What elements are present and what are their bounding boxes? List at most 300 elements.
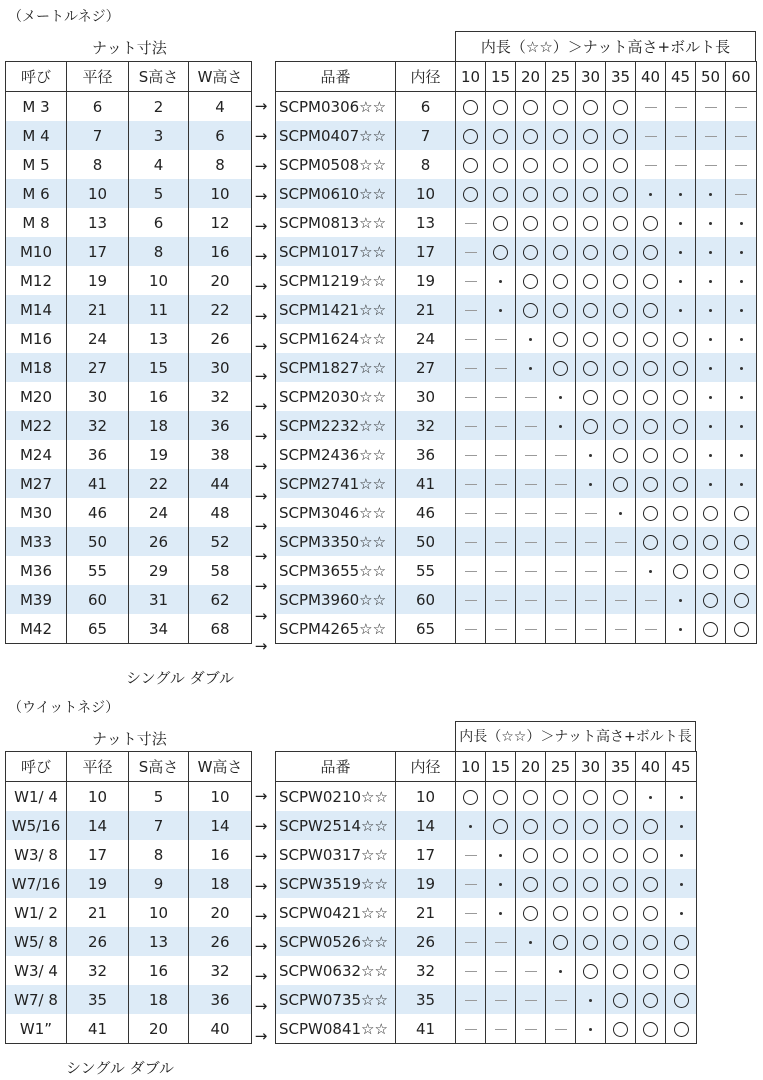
availability-cell (486, 811, 516, 840)
cell-flat: 13 (67, 208, 129, 237)
cell-size: W7/16 (6, 869, 67, 898)
available-circle-icon (613, 906, 628, 921)
cell-bore: 7 (396, 121, 456, 150)
length-header: 20 (516, 62, 546, 92)
availability-cell (696, 92, 726, 122)
dash-icon (585, 571, 597, 572)
cell-w: 26 (189, 927, 252, 956)
cell-size: M 3 (6, 92, 67, 122)
availability-cell (576, 927, 606, 956)
availability-cell (636, 382, 666, 411)
arrow-icon: → (254, 637, 268, 655)
availability-cell (576, 237, 606, 266)
dash-icon (645, 107, 657, 108)
available-circle-icon (523, 187, 538, 202)
table-row (276, 440, 757, 469)
cell-part-number: SCPM0306☆☆ (276, 92, 396, 122)
dot-icon (709, 483, 712, 486)
availability-cell (546, 411, 576, 440)
cell-size: M39 (6, 585, 67, 614)
cell-bore: 30 (396, 382, 456, 411)
available-circle-icon (583, 158, 598, 173)
availability-cell (606, 927, 636, 956)
availability-cell (696, 527, 726, 556)
column-header: 呼び (6, 752, 67, 782)
cell-part-number: SCPW0317☆☆ (276, 840, 396, 869)
available-circle-icon (703, 506, 718, 521)
cell-s: 9 (129, 869, 189, 898)
cell-s: 16 (129, 956, 189, 985)
arrow-icon: → (254, 187, 268, 205)
availability-cell (486, 469, 516, 498)
dot-icon (680, 912, 683, 915)
table-row (276, 927, 697, 956)
available-circle-icon (613, 332, 628, 347)
cell-bore: 19 (396, 869, 456, 898)
availability-cell (546, 927, 576, 956)
available-circle-icon (643, 877, 658, 892)
availability-cell (576, 179, 606, 208)
available-circle-icon (523, 790, 538, 805)
dash-icon (525, 629, 537, 630)
length-header: 15 (486, 752, 516, 782)
availability-cell (576, 266, 606, 295)
available-circle-icon (523, 158, 538, 173)
cell-size: M12 (6, 266, 67, 295)
available-circle-icon (523, 877, 538, 892)
cell-bore: 24 (396, 324, 456, 353)
availability-cell (516, 208, 546, 237)
available-circle-icon (523, 303, 538, 318)
cell-s: 24 (129, 498, 189, 527)
cell-w: 16 (189, 237, 252, 266)
availability-cell (636, 324, 666, 353)
dot-icon (709, 425, 712, 428)
cell-size: M20 (6, 382, 67, 411)
length-header: 10 (456, 752, 486, 782)
length-header: 45 (666, 62, 696, 92)
dot-icon (709, 193, 712, 196)
table-row (6, 179, 252, 208)
available-circle-icon (613, 129, 628, 144)
cell-w: 36 (189, 411, 252, 440)
table-row (276, 353, 757, 382)
available-circle-icon (583, 100, 598, 115)
available-circle-icon (674, 935, 689, 950)
cell-part-number: SCPW0421☆☆ (276, 898, 396, 927)
cell-bore: 10 (396, 782, 456, 812)
dash-icon (465, 252, 477, 253)
dash-icon (465, 484, 477, 485)
availability-cell (456, 869, 486, 898)
table-row (6, 353, 252, 382)
availability-cell (486, 295, 516, 324)
available-circle-icon (493, 158, 508, 173)
dot-icon (469, 825, 472, 828)
cell-flat: 41 (67, 1014, 129, 1044)
availability-cell (516, 92, 546, 122)
cell-s: 16 (129, 382, 189, 411)
availability-cell (546, 898, 576, 927)
dash-icon (495, 513, 507, 514)
header-row (6, 752, 252, 782)
availability-cell (666, 811, 697, 840)
dash-icon (705, 165, 717, 166)
available-circle-icon (643, 848, 658, 863)
cell-s: 10 (129, 266, 189, 295)
available-circle-icon (553, 158, 568, 173)
availability-cell (606, 353, 636, 382)
dash-icon (465, 913, 477, 914)
dash-icon (495, 629, 507, 630)
available-circle-icon (583, 390, 598, 405)
cell-bore: 8 (396, 150, 456, 179)
availability-cell (696, 556, 726, 585)
table-row (276, 121, 757, 150)
availability-cell (606, 150, 636, 179)
availability-cell (726, 179, 757, 208)
dot-icon (619, 512, 622, 515)
cell-w: 68 (189, 614, 252, 644)
dot-icon (589, 999, 592, 1002)
length-header: 30 (576, 62, 606, 92)
table-row (6, 266, 252, 295)
dot-icon (740, 367, 743, 370)
cell-bore: 41 (396, 469, 456, 498)
table-row (276, 411, 757, 440)
cell-bore: 19 (396, 266, 456, 295)
cell-part-number: SCPM3960☆☆ (276, 585, 396, 614)
arrow-icon: → (254, 847, 268, 865)
dash-icon (615, 629, 627, 630)
cell-bore: 35 (396, 985, 456, 1014)
cell-bore: 21 (396, 898, 456, 927)
cell-flat: 30 (67, 382, 129, 411)
availability-cell (576, 527, 606, 556)
dot-icon (529, 941, 532, 944)
cell-bore: 13 (396, 208, 456, 237)
cell-size: M14 (6, 295, 67, 324)
cell-w: 10 (189, 179, 252, 208)
arrow-icon: → (254, 397, 268, 415)
availability-cell (726, 353, 757, 382)
availability-cell (516, 927, 546, 956)
cell-part-number: SCPM3046☆☆ (276, 498, 396, 527)
section-caption: （ウイットネジ） (8, 700, 120, 716)
availability-cell (666, 614, 696, 644)
dash-icon (465, 884, 477, 885)
dash-icon (525, 426, 537, 427)
section-caption: （メートルネジ） (8, 9, 120, 25)
table-row (276, 237, 757, 266)
availability-cell (696, 121, 726, 150)
column-header: W高さ (189, 752, 252, 782)
dash-icon (495, 368, 507, 369)
available-circle-icon (643, 274, 658, 289)
available-circle-icon (553, 187, 568, 202)
cell-part-number: SCPM2436☆☆ (276, 440, 396, 469)
cell-part-number: SCPM1827☆☆ (276, 353, 396, 382)
availability-cell (606, 92, 636, 122)
dash-icon (705, 107, 717, 108)
table-row (6, 782, 252, 812)
cell-w: 32 (189, 382, 252, 411)
availability-cell (456, 411, 486, 440)
availability-cell (486, 353, 516, 382)
table-row (276, 179, 757, 208)
cell-size: M 6 (6, 179, 67, 208)
column-header: S高さ (129, 752, 189, 782)
availability-cell (516, 985, 546, 1014)
cell-bore: 55 (396, 556, 456, 585)
cell-part-number: SCPM2232☆☆ (276, 411, 396, 440)
availability-cell (486, 956, 516, 985)
availability-cell (546, 469, 576, 498)
availability-cell (606, 527, 636, 556)
cell-part-number: SCPM0813☆☆ (276, 208, 396, 237)
dot-icon (740, 396, 743, 399)
availability-cell (696, 295, 726, 324)
availability-cell (696, 411, 726, 440)
availability-cell (456, 324, 486, 353)
table-row (6, 898, 252, 927)
dash-icon (705, 136, 717, 137)
availability-cell (666, 324, 696, 353)
availability-cell (456, 266, 486, 295)
cell-size: W7/ 8 (6, 985, 67, 1014)
availability-cell (606, 869, 636, 898)
cell-w: 52 (189, 527, 252, 556)
length-header: 10 (456, 62, 486, 92)
cell-part-number: SCPM3350☆☆ (276, 527, 396, 556)
cell-s: 31 (129, 585, 189, 614)
table-row (6, 585, 252, 614)
availability-cell (456, 121, 486, 150)
available-circle-icon (493, 129, 508, 144)
available-circle-icon (583, 187, 598, 202)
availability-cell (486, 121, 516, 150)
cell-bore: 32 (396, 411, 456, 440)
dash-icon (465, 1000, 477, 1001)
available-circle-icon (583, 332, 598, 347)
table-row (276, 1014, 697, 1044)
availability-cell (546, 440, 576, 469)
available-circle-icon (493, 245, 508, 260)
availability-cell (456, 469, 486, 498)
dash-icon (465, 397, 477, 398)
cell-size: M 8 (6, 208, 67, 237)
availability-cell (636, 840, 666, 869)
availability-cell (546, 208, 576, 237)
available-circle-icon (673, 361, 688, 376)
available-circle-icon (643, 303, 658, 318)
availability-cell (606, 498, 636, 527)
cell-bore: 14 (396, 811, 456, 840)
nut-dimension-table (5, 61, 252, 644)
dash-icon (465, 368, 477, 369)
available-circle-icon (583, 877, 598, 892)
dot-icon (499, 854, 502, 857)
availability-cell (666, 782, 697, 812)
cell-size: M10 (6, 237, 67, 266)
availability-cell (696, 498, 726, 527)
availability-cell (636, 811, 666, 840)
arrow-icon: → (254, 337, 268, 355)
availability-cell (486, 985, 516, 1014)
part-number-table (275, 61, 757, 644)
dot-icon (709, 338, 712, 341)
availability-cell (666, 208, 696, 237)
availability-cell (546, 1014, 576, 1044)
arrow-icon: → (254, 1027, 268, 1045)
availability-cell (456, 556, 486, 585)
availability-cell (606, 898, 636, 927)
cell-s: 4 (129, 150, 189, 179)
cell-w: 58 (189, 556, 252, 585)
availability-cell (726, 92, 757, 122)
availability-cell (606, 840, 636, 869)
availability-cell (666, 440, 696, 469)
availability-cell (606, 985, 636, 1014)
availability-cell (666, 179, 696, 208)
cell-part-number: SCPW0526☆☆ (276, 927, 396, 956)
availability-cell (456, 811, 486, 840)
dash-icon (555, 629, 567, 630)
cell-w: 8 (189, 150, 252, 179)
table-row (276, 382, 757, 411)
availability-cell (696, 324, 726, 353)
available-circle-icon (553, 129, 568, 144)
dash-icon (465, 571, 477, 572)
available-circle-icon (493, 216, 508, 231)
cell-w: 20 (189, 898, 252, 927)
availability-cell (636, 527, 666, 556)
availability-cell (576, 869, 606, 898)
dot-icon (649, 796, 652, 799)
cell-flat: 21 (67, 898, 129, 927)
available-circle-icon (583, 129, 598, 144)
available-circle-icon (643, 245, 658, 260)
available-circle-icon (734, 564, 749, 579)
availability-cell (726, 266, 757, 295)
cell-flat: 17 (67, 840, 129, 869)
availability-cell (666, 295, 696, 324)
available-circle-icon (734, 535, 749, 550)
availability-cell (606, 614, 636, 644)
cell-size: W3/ 4 (6, 956, 67, 985)
availability-cell (666, 840, 697, 869)
availability-cell (606, 324, 636, 353)
table-row (276, 956, 697, 985)
cell-part-number: SCPW0632☆☆ (276, 956, 396, 985)
availability-cell (546, 840, 576, 869)
dot-icon (679, 280, 682, 283)
dash-icon (615, 600, 627, 601)
availability-cell (486, 208, 516, 237)
dash-icon (585, 542, 597, 543)
cell-part-number: SCPM0407☆☆ (276, 121, 396, 150)
table-row (6, 556, 252, 585)
dash-icon (495, 971, 507, 972)
availability-cell (666, 266, 696, 295)
dash-icon (525, 542, 537, 543)
availability-cell (606, 811, 636, 840)
table-row (6, 324, 252, 353)
dash-icon (495, 339, 507, 340)
dot-icon (679, 193, 682, 196)
available-circle-icon (583, 361, 598, 376)
dash-icon (735, 194, 747, 195)
cell-bore: 41 (396, 1014, 456, 1044)
availability-cell (456, 840, 486, 869)
available-circle-icon (553, 848, 568, 863)
cell-bore: 17 (396, 840, 456, 869)
available-circle-icon (674, 964, 689, 979)
cell-size: W1” (6, 1014, 67, 1044)
available-circle-icon (553, 332, 568, 347)
availability-cell (666, 498, 696, 527)
availability-cell (486, 556, 516, 585)
availability-cell (636, 353, 666, 382)
availability-cell (486, 927, 516, 956)
available-circle-icon (583, 935, 598, 950)
table-row (276, 295, 757, 324)
dash-icon (495, 942, 507, 943)
availability-cell (516, 382, 546, 411)
availability-cell (726, 150, 757, 179)
cell-w: 36 (189, 985, 252, 1014)
availability-cell (546, 266, 576, 295)
availability-cell (696, 237, 726, 266)
cell-w: 18 (189, 869, 252, 898)
available-circle-icon (523, 819, 538, 834)
availability-cell (486, 1014, 516, 1044)
available-circle-icon (553, 935, 568, 950)
dash-icon (495, 426, 507, 427)
available-circle-icon (613, 419, 628, 434)
availability-cell (546, 237, 576, 266)
available-circle-icon (613, 877, 628, 892)
availability-cell (726, 295, 757, 324)
available-circle-icon (613, 361, 628, 376)
available-circle-icon (673, 506, 688, 521)
cell-w: 38 (189, 440, 252, 469)
dash-icon (555, 542, 567, 543)
available-circle-icon (703, 593, 718, 608)
available-circle-icon (673, 419, 688, 434)
available-circle-icon (613, 819, 628, 834)
availability-cell (516, 614, 546, 644)
cell-size: W5/16 (6, 811, 67, 840)
cell-w: 44 (189, 469, 252, 498)
cell-part-number: SCPM1017☆☆ (276, 237, 396, 266)
availability-cell (606, 440, 636, 469)
available-circle-icon (734, 593, 749, 608)
dot-icon (679, 599, 682, 602)
available-circle-icon (643, 993, 658, 1008)
table-row (276, 556, 757, 585)
availability-cell (666, 353, 696, 382)
dot-icon (559, 396, 562, 399)
cell-flat: 27 (67, 353, 129, 382)
cell-bore: 10 (396, 179, 456, 208)
table-row (6, 150, 252, 179)
dash-icon (645, 600, 657, 601)
dot-icon (709, 280, 712, 283)
part-number-table (275, 751, 697, 1044)
available-circle-icon (643, 1022, 658, 1037)
length-header: 50 (696, 62, 726, 92)
